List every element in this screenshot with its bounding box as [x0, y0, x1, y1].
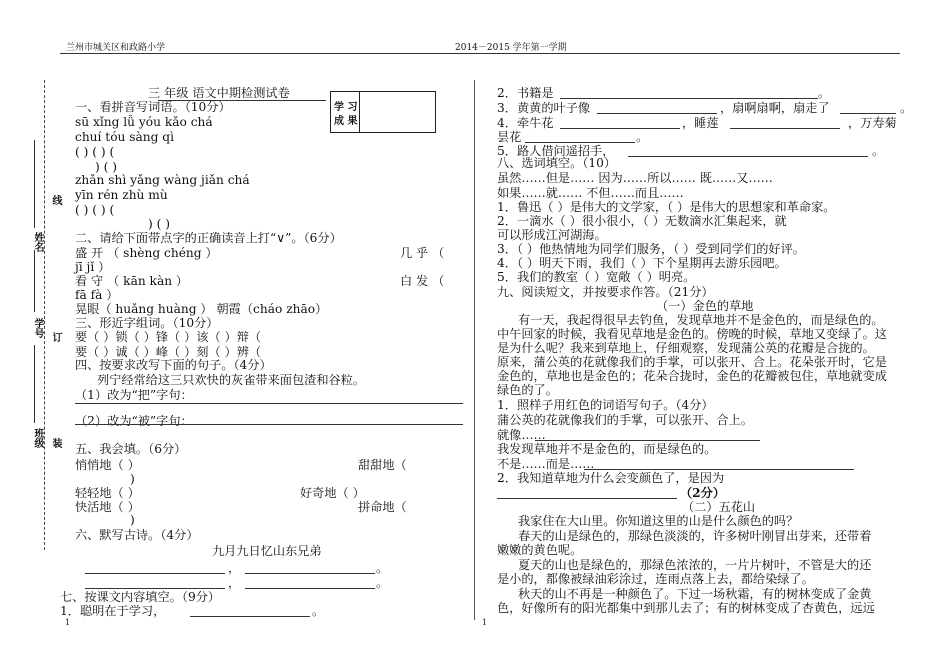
fill-q4-line3 — [525, 142, 635, 143]
line-char: 线 — [50, 195, 61, 205]
fill-q5-period: 。 — [872, 144, 885, 158]
answer-brackets-4: ) ( ) — [148, 217, 171, 231]
article-2-title: （二）五花山 — [682, 500, 756, 514]
pinyin-row-4: yīn rén zhù mù — [75, 188, 168, 202]
ding-char: 订 — [50, 332, 61, 342]
poem-period-1: 。 — [376, 561, 389, 575]
section-2-heading: 二、请给下面带点字的正确读音上打“∨”。（6分） — [75, 231, 342, 245]
reading-q1-prompt-2: 不是……而是…… — [497, 457, 595, 471]
reading-row-3a: 看 守 （ kān kàn ） — [75, 274, 189, 288]
pinyin-row-2: chuí tóu sàng qì — [75, 130, 174, 144]
section-5-heading: 五、我会填。（6分） — [75, 442, 187, 456]
article-2-line-5: 是小的，都像被绿油彩涂过，连雨点落上去，都给染绿了。 — [497, 572, 814, 586]
rewrite-q1: （1）改为“把”字句： — [75, 388, 193, 402]
poem-title: 九月九日忆山东兄弟 — [212, 544, 322, 558]
class-label: 班级 — [32, 428, 43, 448]
article-2-line-4: 夏天的山也是绿色的，那绿色浓浓的，一片片树叶，不管是大的还 — [518, 558, 872, 572]
fill-q4c: ，万寿菊 — [848, 116, 897, 130]
reading-q1: 1．照样子用红色的词语写句子。（4分） — [497, 398, 714, 412]
school-name: 兰州市城关区和政路小学 — [66, 43, 166, 53]
choice-q1: 1．鲁迅（ ）是伟大的文学家，（ ）是伟大的思想家和革命家。 — [497, 200, 836, 214]
poem-comma-1: ， — [228, 561, 241, 575]
fill-q2-period: 。 — [818, 86, 831, 100]
article-1-title: （一）金色的草地 — [656, 299, 754, 313]
char-row-1: 要（ ）锁（ ）锋（ ）该（ ）辩（ — [75, 330, 262, 344]
article-1-line-5: 金色的，草地也是金色的；花朵合拢时，金色的花瓣被包住，草地就变成 — [497, 369, 887, 383]
column-divider — [474, 80, 475, 620]
student-no-label: 学号 — [32, 318, 43, 338]
fill-row-3a: 快活地（ ） — [75, 500, 140, 514]
page-number-right: 1 — [482, 618, 488, 627]
fill-q4-line2 — [730, 128, 840, 129]
choice-q2-cont: 可以形成江河湖海。 — [497, 228, 607, 242]
article-2-line-7: 色，好像所有的阳光都集中到那儿去了；有的树林变成了杏黄色，远远 — [497, 601, 875, 615]
fill-q2: 2．书籍是 — [497, 86, 554, 100]
name-blank — [34, 140, 35, 228]
section-9-heading: 九、阅读短文，并按要求作答。（21分） — [497, 285, 714, 299]
fill-q5-line — [628, 156, 868, 157]
pinyin-row-1: sū xǐng lǚ yóu kǎo chá — [75, 115, 213, 129]
article-1-line-2: 中午回家的时候，我看见草地是金色的。傍晚的时候，草地又变绿了。这 — [497, 327, 887, 341]
choice-q3: 3．（ ）他热情地为同学们服务，（ ）受到同学们的好评。 — [497, 242, 805, 256]
pinyin-row-3: zhǎn shì yǎng wàng jiǎn chá — [75, 173, 250, 187]
fill-row-3-close: ) — [130, 513, 135, 527]
poem-period-2: 。 — [376, 576, 389, 590]
fill-row-1b: 甜甜地（ — [358, 458, 407, 472]
reading-row-3b: 白 发 （ — [400, 274, 445, 288]
section-7-heading: 七、按课文内容填空。（9分） — [60, 590, 221, 604]
reading-row-4: fā fà ） — [75, 288, 119, 302]
reading-row-2: jī jǐ ） — [75, 260, 111, 274]
name-label: 姓名 — [32, 232, 43, 252]
choice-q5: 5．我们的教室（ ）宽敞（ ）明亮。 — [497, 270, 696, 284]
fill-q4-period: 。 — [636, 130, 649, 144]
article-2-line-1: 我家住在大山里。你知道这里的山是什么颜色的吗？ — [518, 514, 799, 528]
exam-title: 三 年级 语文中期检测试卷 — [148, 86, 290, 100]
article-1-line-3: 是为什么呢？我来到草地上，仔细观察，发现蒲公英的花瓣是合拢的。 — [497, 341, 875, 355]
answer-brackets-3: ( ) ( ) ( — [75, 203, 115, 217]
reading-q2-line — [497, 498, 677, 499]
answer-brackets-2: ) ( ) — [95, 160, 118, 174]
fill-q3a: 3．黄黄的叶子像 — [497, 101, 591, 115]
fill-row-1a: 悄悄地（ ） — [75, 458, 140, 472]
fill-row-1-close: ) — [130, 472, 135, 486]
fill-q1: 1．聪明在于学习， — [60, 604, 166, 618]
article-2-line-3: 嫩嫩的黄色呢。 — [497, 543, 583, 557]
poem-comma-2: ， — [228, 576, 241, 590]
student-no-blank — [34, 250, 35, 312]
poem-line-1a — [85, 573, 225, 574]
fill-q3-line2 — [840, 113, 896, 114]
class-blank — [34, 345, 35, 423]
article-2-line-6: 秋天的山不再是一种颜色了。下过一场秋霜，有的树林变成了金黄 — [518, 587, 872, 601]
section-6-heading: 六、默写古诗。（4分） — [75, 528, 199, 542]
choice-q2: 2．一滴水（ ）很小很小，（ ）无数滴水汇集起来，就 — [497, 214, 787, 228]
rewrite-q2-line — [75, 424, 463, 425]
fill-row-2b: 好奇地（ ） — [300, 486, 365, 500]
page-number-left: 1 — [65, 618, 71, 627]
poem-line-2a — [85, 588, 225, 589]
fill-q3-period: 。 — [900, 101, 913, 115]
fill-q5: 5．路人借问遥招手， — [497, 144, 615, 158]
reading-q1-example-2: 我发现草地并不是金色的，而是绿色的。 — [497, 442, 717, 456]
score-box — [330, 91, 436, 133]
fill-q4d: 昙花 — [497, 130, 522, 144]
score-box-label-2: 成 果 — [334, 116, 358, 127]
rewrite-sentence: 列宁经常给这三只欢快的灰雀带来面包渣和谷粒。 — [97, 373, 366, 387]
reading-row-1b: 几 乎 （ — [400, 246, 445, 260]
fill-q3-line1 — [597, 113, 717, 114]
reading-q2-score: （2分） — [680, 486, 726, 500]
fill-row-3b: 拼命地（ — [358, 500, 407, 514]
answer-brackets-1: ( ) ( ) ( — [75, 145, 115, 159]
fill-row-2a: 轻轻地（ ） — [75, 486, 140, 500]
header-rule — [60, 53, 900, 54]
reading-q1-prompt-1: 就像…… — [497, 428, 546, 442]
poem-line-2b — [245, 588, 375, 589]
article-1-line-4: 原来，蒲公英的花就像我们的手掌，可以张开、合上。花朵张开时，它是 — [497, 355, 887, 369]
fill-q4a: 4．牵牛花 — [497, 116, 554, 130]
rewrite-q1-line — [75, 403, 463, 404]
section-1-heading: 一、看拼音写词语。（10分） — [75, 100, 231, 114]
char-row-2: 要（ ）诚（ ）峰（ ）刻（ ）辨（ — [75, 345, 262, 359]
fill-q1-line — [190, 616, 310, 617]
fill-q4-line1 — [560, 128, 680, 129]
fill-q1-period: 。 — [312, 604, 325, 618]
section-3-heading: 三、形近字组词。（10分） — [75, 316, 219, 330]
rewrite-q2: （2）改为“被”字句： — [75, 414, 193, 428]
reading-q1-line-2 — [584, 469, 854, 470]
reading-q1-example-1: 蒲公英的花就像我们的手掌，可以张开、合上。 — [497, 413, 753, 427]
article-1-line-6: 绿色的了。 — [497, 383, 558, 397]
fill-q4b: ，睡莲 — [682, 116, 719, 130]
article-1-line-1: 有一天，我起得很早去钓鱼，发现草地并不是金色的，而是绿色的。 — [518, 313, 884, 327]
word-bank-1: 虽然……但是…… 因为……所以…… 既……又…… — [497, 171, 773, 185]
article-2-line-2: 春天的山是绿色的，那绿色淡淡的，许多树叶刚冒出芽来，还带着 — [518, 529, 872, 543]
section-4-heading: 四、按要求改写下面的句子。（4分） — [75, 358, 272, 372]
binding-line — [44, 80, 45, 550]
reading-q1-line-1 — [535, 440, 760, 441]
reading-row-1a: 盛 开 （ shèng chéng ） — [75, 246, 218, 260]
word-bank-2: 如果……就…… 不但……而且…… — [497, 186, 684, 200]
reading-q2: 2．我知道草地为什么会变颜色了，是因为 — [497, 471, 725, 485]
choice-q4: 4．（ ）明天下雨，我们（ ）下个星期再去游乐园吧。 — [497, 256, 787, 270]
reading-row-5: 晃眼（ huǎng huàng ） 朝霞（cháo zhāo） — [75, 302, 328, 316]
fill-q3b: ，扇啊扇啊，扇走了 — [720, 101, 830, 115]
poem-line-1b — [245, 573, 375, 574]
zhuang-char: 装 — [50, 438, 61, 448]
section-8-heading: 八、选词填空。（10） — [497, 156, 617, 170]
score-box-label-1: 学 习 — [334, 102, 358, 113]
fill-q2-line — [560, 98, 818, 99]
term-label: 2014－2015 学年第一学期 — [455, 43, 567, 53]
